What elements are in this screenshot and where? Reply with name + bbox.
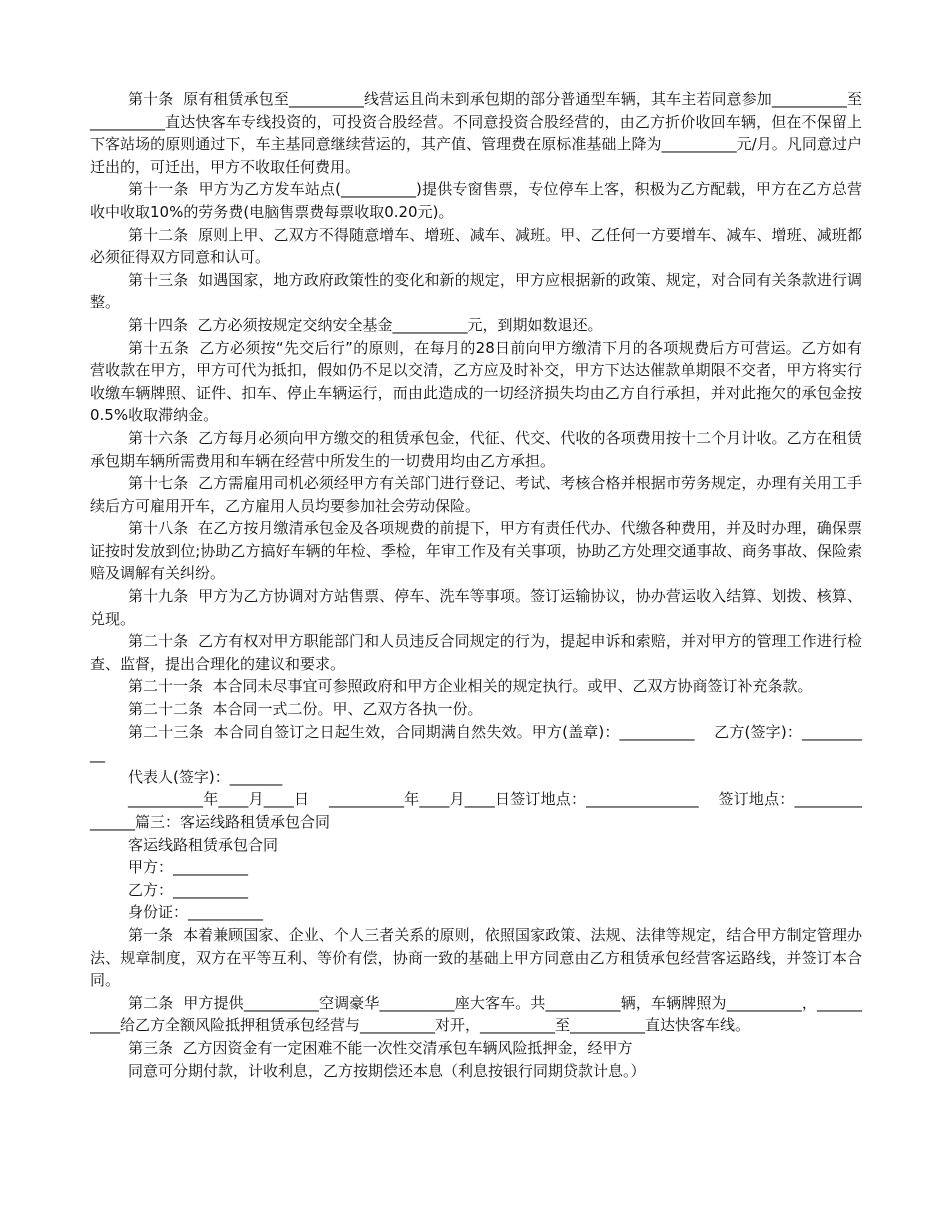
article-18: 第十八条 在乙方按月缴清承包金及各项规费的前提下，甲方有责任代办、代缴各种费用，并及时办理，确保票证按时发放到位;协助乙方搞好车辆的年检、季检，年审工作及有关事项，协助乙方处理交通事故、商务事故、保险索赔及调解有关纠纷。 [90, 519, 862, 583]
section-three-article-1: 第一条 本着兼顾国家、企业、个人三者关系的原则，依照国家政策、法规、法律等规定，结合甲方制定管理办法、规章制度，双方在平等互利、等价有偿，协商一致的基础上甲方同意由乙方租赁承包经营客运路线，并签订本合同。 [90, 925, 862, 990]
representative-signature: 代表人(签字)：_______ [128, 767, 283, 786]
article-13: 第十三条 如遇国家，地方政府政策性的变化和新的规定，甲方应根据新的政策、规定，对合同有关条款进行调整。 [90, 270, 862, 312]
article-19: 第十九条 甲方为乙方协调对方站售票、停车、洗车等事项。签订运输协议，协办营运收入结算、划拨、核算、兑现。 [90, 587, 862, 628]
document-page [90, 88, 862, 1082]
section-three-article-2: 第二条 甲方提供__________空调豪华__________座大客车。共__________辆，车辆牌照为__________，__________给乙方全额风险抵押租赁承包经营与__________对开，__________至__________直达快客车线。 [90, 993, 862, 1035]
article-15: 第十五条 乙方必须按“先交后行”的原则，在每月的28日前向甲方缴清下月的各项规费后方可营运。乙方如有营收款在甲方，甲方可代为抵扣，假如仍不足以交清，乙方应及时补交，甲方下达达催款单期限不交者，甲方将实行收缴车辆牌照、证件、扣车、停止车辆运行，而由此造成的一切经济损失均由乙方自行承担，并对此拖欠的承包金按0.5%收取滞纳金。 [90, 338, 862, 425]
article-12: 第十二条 原则上甲、乙双方不得随意增车、增班、减车、减班。甲、乙任何一方要增车、减车、增班、减班都必须征得双方同意和认可。 [90, 225, 862, 267]
section-three-article-3: 第三条 乙方因资金有一定困难不能一次性交清承包车辆风险抵押金，经甲方 [128, 1038, 633, 1057]
party-a-field: 甲方：__________ [128, 858, 249, 877]
date-and-place-line: __________年____月____日 __________年____月____日签订地点：_______________ 签订地点：_______________篇三：客运线路租赁承包合同 [90, 790, 862, 831]
article-22: 第二十二条 本合同一式二份。甲、乙双方各执一份。 [128, 700, 483, 719]
article-23-signatures: 第二十三条 本合同自签订之日起生效，合同期满自然失效。甲方(盖章)：__________ 乙方(签字)：__________ [90, 722, 862, 764]
article-17: 第十七条 乙方需雇用司机必须经甲方有关部门进行登记、考试、考核合格并根据市劳务规定，办理有关用工手续后方可雇用开车，乙方雇用人员均要参加社会劳动保险。 [90, 474, 862, 515]
id-card-field: 身份证：__________ [128, 903, 264, 922]
article-10: 第十条 原有租赁承包至__________线营运且尚未到承包期的部分普通型车辆，其车主若同意参加__________至__________直达快客车专线投资的，可投资合股经营。不同意投资合股经营的，由乙方折价收回车辆，但在不保留上下客站场的原则通过下，车主基同意继续营运的，其产值、管理费在原标准基础上降为__________元/月。凡同意过户迁出的，可迁出，甲方不收取任何费用。 [90, 90, 862, 176]
article-14: 第十四条 乙方必须按规定交纳安全基金__________元，到期如数退还。 [128, 315, 603, 334]
article-21: 第二十一条 本合同未尽事宜可参照政府和甲方企业相关的规定执行。或甲、乙双方协商签订补充条款。 [128, 677, 813, 696]
party-b-field: 乙方：__________ [128, 880, 249, 899]
article-20: 第二十条 乙方有权对甲方职能部门和人员违反合同规定的行为，提起申诉和索赔，并对甲方的管理工作进行检查、监督，提出合理化的建议和要求。 [90, 632, 862, 673]
article-16: 第十六条 乙方每月必须向甲方缴交的租赁承包金，代征、代交、代收的各项费用按十二个月计收。乙方在租赁承包期车辆所需费用和车辆在经营中所发生的一切费用均由乙方承担。 [90, 428, 862, 470]
section-three-title: 客运线路租赁承包合同 [128, 835, 279, 854]
section-three-article-3-continued: 同意可分期付款，计收利息，乙方按期偿还本息（利息按银行同期贷款计息。） [128, 1061, 646, 1080]
article-11: 第十一条 甲方为乙方发车站点(__________)提供专窗售票，专位停车上客，积极为乙方配载，甲方在乙方总营收中收取10%的劳务费(电脑售票费每票收取0.20元)。 [90, 180, 862, 221]
